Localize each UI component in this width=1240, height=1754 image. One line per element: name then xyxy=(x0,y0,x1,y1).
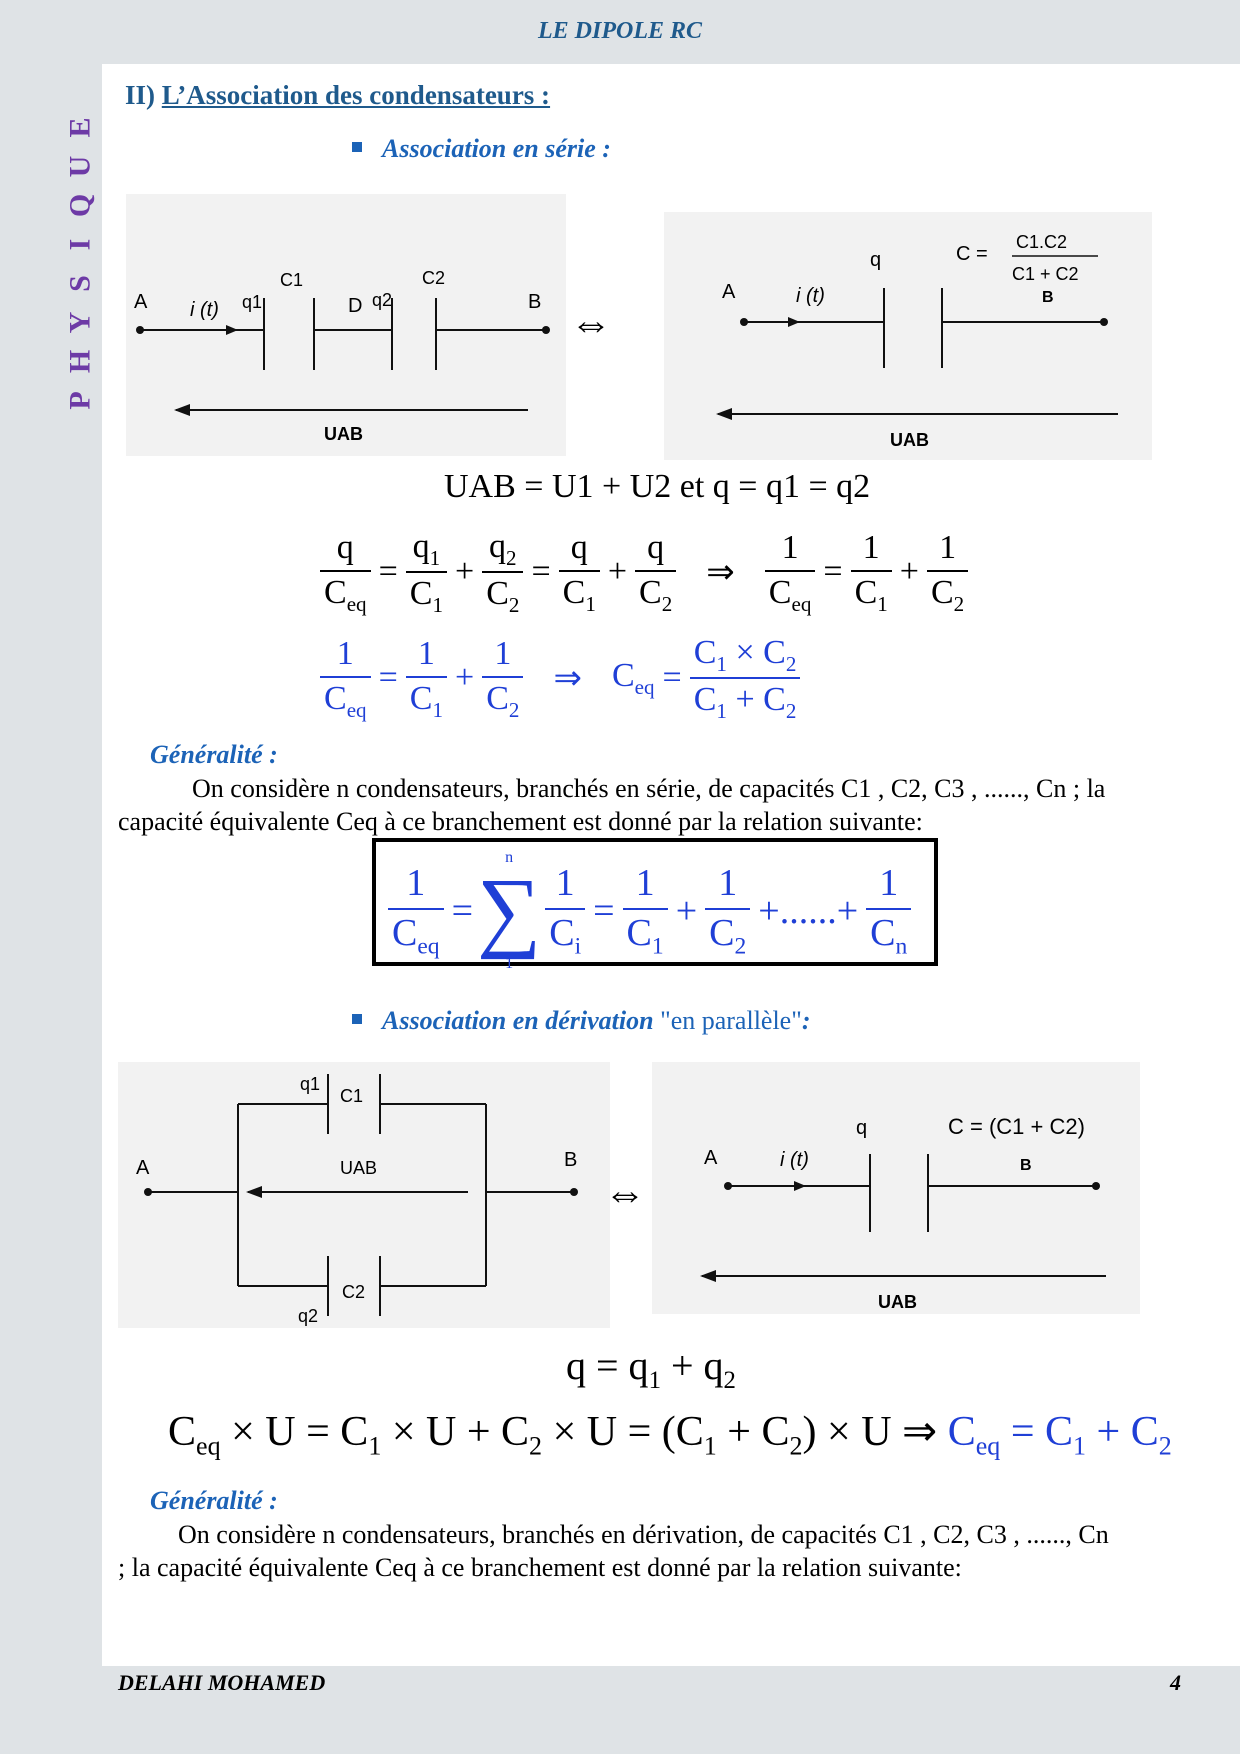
sidebar-letter: Y xyxy=(63,311,97,334)
q1-label: q1 xyxy=(300,1074,321,1094)
parallel-heading-text: Association en dérivation xyxy=(382,1006,654,1035)
series-circuit-svg xyxy=(126,194,566,456)
series-heading-text: Association en série : xyxy=(382,134,611,163)
node-d-label: D xyxy=(348,295,363,317)
series-heading xyxy=(352,134,611,164)
page-header xyxy=(0,0,1240,64)
series-equivalent-diagram xyxy=(664,212,1152,460)
section-title xyxy=(125,80,550,111)
node-a-label: A xyxy=(722,281,736,303)
parallel-derivation-equation: $C_{eq} \times U = C_1 \times U + C_2 \times U = (C_1 + C_2) \times U$ ⇒ $C_{eq} = C_1 + C_2$ xyxy=(168,1409,1172,1461)
series-circuit-diagram xyxy=(126,194,566,456)
c-eq-numerator: C1.C2 xyxy=(1016,232,1068,252)
q2-label: q2 xyxy=(372,290,393,310)
sidebar-vertical-label xyxy=(62,108,98,420)
node-b-label: B xyxy=(1042,289,1054,306)
bullet-square-icon xyxy=(352,1014,362,1024)
sidebar-letter: I xyxy=(63,238,97,251)
voltage-label: UAB xyxy=(324,424,363,444)
q-label: q xyxy=(870,249,882,271)
series-equivalent-svg xyxy=(664,212,1152,460)
sidebar-letter: E xyxy=(63,117,97,138)
c1-label: C1 xyxy=(340,1086,364,1106)
series-result-equation: $\frac{1}{C_{eq}}$ = $\frac{1}{C_1}$ + $\frac{1}{C_2}$ ⇒ $C_{eq}$ = $\frac{C_1 \times C_2}{C_1 + C_2}$ xyxy=(316,632,804,724)
q1-label: q1 xyxy=(242,292,263,312)
section-title-text: L’Association des condensateurs : xyxy=(161,80,551,110)
node-b-label: B xyxy=(528,291,542,313)
parallel-circuit-diagram xyxy=(118,1062,610,1328)
c-eq-label: C = xyxy=(956,243,988,265)
sidebar-letter: H xyxy=(63,349,97,374)
current-label: i (t) xyxy=(796,285,825,307)
footer-author: DELAHI MOHAMED xyxy=(118,1670,326,1695)
parallel-generality-title: Généralité : xyxy=(150,1486,278,1515)
section-number: II) xyxy=(125,80,156,110)
equivalence-icon: ⇔ xyxy=(604,1171,646,1217)
parallel-equivalent-diagram xyxy=(652,1062,1140,1314)
footer-page-number: 4 xyxy=(1170,1670,1181,1695)
parallel-charge-equation: $q = q_1 + q_2$ xyxy=(566,1343,736,1394)
c-eq-label: C = (C1 + C2) xyxy=(948,1114,1085,1139)
voltage-label: UAB xyxy=(890,430,929,450)
parallel-heading-colon: : xyxy=(801,1006,811,1035)
q2-label: q2 xyxy=(298,1306,319,1326)
node-b-label: B xyxy=(1020,1157,1032,1174)
node-b-label: B xyxy=(564,1149,578,1171)
sidebar-letter: S xyxy=(63,275,97,292)
node-a-label: A xyxy=(136,1157,150,1179)
sidebar-letter: Q xyxy=(63,193,97,218)
sidebar-letter: U xyxy=(63,155,97,178)
parallel-heading-extra: "en parallèle" xyxy=(660,1006,802,1035)
current-label: i (t) xyxy=(780,1149,809,1171)
series-derivation-equation: $\frac{q}{C_{eq}}$ = $\frac{q_1}{C_1}$ + $\frac{q_2}{C_2}$ = $\frac{q}{C_1}$ + $\frac{q}{C_2}$ ⇒ $\frac{1}{C_{eq}}$ = $\frac{1}{C_1}$ + $\frac{1}{C_2}$ xyxy=(316,526,972,618)
parallel-circuit-svg xyxy=(118,1062,610,1328)
parallel-heading xyxy=(352,1006,811,1036)
series-voltage-charge-equation: UAB = U1 + U2 et q = q1 = q2 xyxy=(444,468,871,505)
series-generality-title: Généralité : xyxy=(150,740,278,769)
voltage-label: UAB xyxy=(340,1158,378,1178)
q-label: q xyxy=(856,1117,868,1139)
c1-label: C1 xyxy=(280,270,304,290)
sidebar-letter: P xyxy=(63,391,97,410)
node-a-label: A xyxy=(134,291,148,313)
series-general-formula: $\frac{1}{C_{eq}}$ = n ∑ 1 $\frac{1}{C_i}$ = $\frac{1}{C_1}$ + $\frac{1}{C_2}$ +......+ $\frac{1}{C_n}$ xyxy=(384,850,915,972)
equivalence-icon: ⇔ xyxy=(570,301,612,347)
parallel-equivalent-svg xyxy=(652,1062,1140,1314)
current-label: i (t) xyxy=(190,299,219,321)
c2-label: C2 xyxy=(422,268,446,288)
parallel-generality-text: On considère n condensateurs, branchés en dérivation, de capacités C1 , C2, C3 , ......, Cn ; la capacité équivalente Ceq à ce branchement est donné par la relation suivante: xyxy=(118,1520,1109,1582)
series-general-formula-box xyxy=(372,838,938,972)
series-generality-text: On considère n condensateurs, branchés en série, de capacités C1 , C2, C3 , ......, Cn ; la capacité équivalente Ceq à ce branchement est donné par la relation suivante: xyxy=(118,774,1106,836)
c2-label: C2 xyxy=(342,1282,366,1302)
bullet-square-icon xyxy=(352,142,362,152)
node-a-label: A xyxy=(704,1147,718,1169)
voltage-label: UAB xyxy=(878,1292,917,1312)
header-title: LE DIPOLE RC xyxy=(537,18,702,44)
c-eq-denominator: C1 + C2 xyxy=(1012,264,1079,284)
